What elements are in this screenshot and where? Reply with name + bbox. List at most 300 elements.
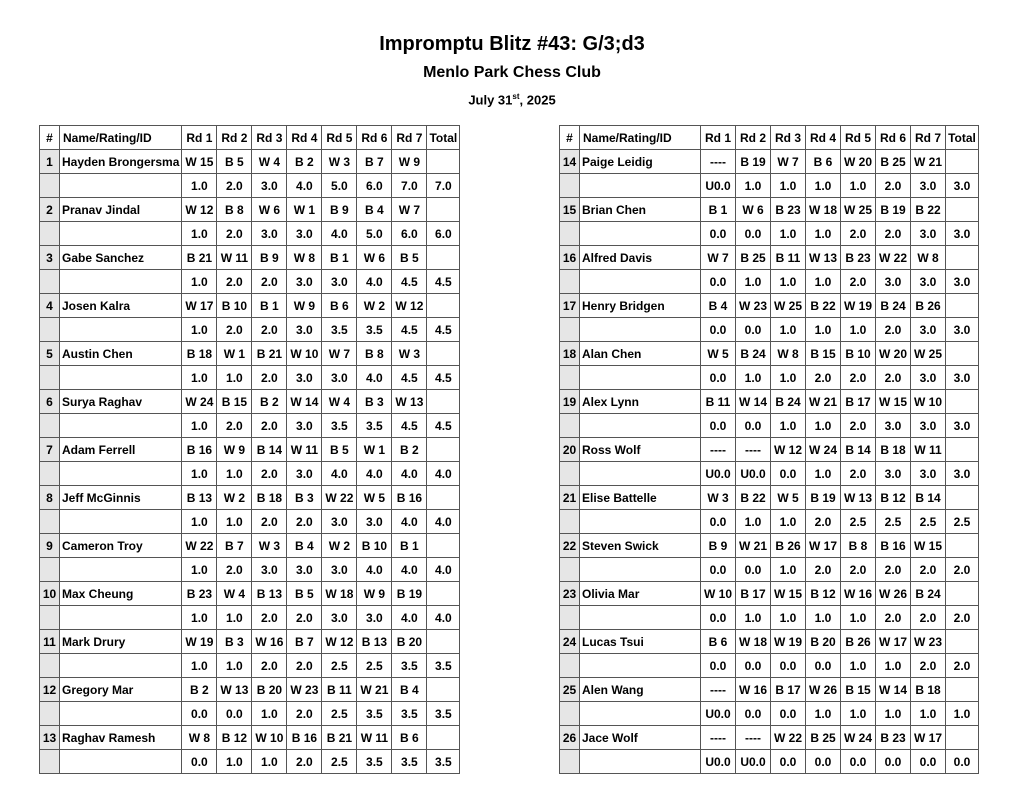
number-blank-cell <box>560 462 580 486</box>
header-row <box>560 126 979 150</box>
player-number: 13 <box>40 726 60 750</box>
round-4-cumulative-score: 2.0 <box>806 366 841 390</box>
round-1-cumulative-score: 1.0 <box>182 462 217 486</box>
round-3-cumulative-score: 1.0 <box>771 414 806 438</box>
player-score-row <box>40 606 460 630</box>
round-3-pairing: B 26 <box>771 534 806 558</box>
round-3-pairing: B 21 <box>252 342 287 366</box>
player-score-row <box>560 414 979 438</box>
round-6-pairing: W 5 <box>357 486 392 510</box>
player-score-row <box>560 174 979 198</box>
player-total: 3.5 <box>427 750 460 774</box>
player-total: 3.0 <box>946 222 979 246</box>
player-score-row <box>40 174 460 198</box>
player-row <box>40 150 460 174</box>
player-total: 3.0 <box>946 270 979 294</box>
round-4-pairing: B 25 <box>806 726 841 750</box>
round-2-pairing: B 7 <box>217 534 252 558</box>
total-blank-cell <box>427 342 460 366</box>
round-5-pairing: B 23 <box>841 246 876 270</box>
player-total: 3.5 <box>427 702 460 726</box>
player-number: 25 <box>560 678 580 702</box>
round-3-pairing: W 10 <box>252 726 287 750</box>
player-score-row <box>560 558 979 582</box>
round-7-cumulative-score: 4.5 <box>392 414 427 438</box>
number-blank-cell <box>560 702 580 726</box>
round-7-pairing: W 12 <box>392 294 427 318</box>
round-6-pairing: W 17 <box>876 630 911 654</box>
player-name: Raghav Ramesh <box>60 726 182 750</box>
round-1-cumulative-score: 0.0 <box>182 750 217 774</box>
round-3-cumulative-score: 3.0 <box>252 222 287 246</box>
round-2-cumulative-score: 1.0 <box>217 462 252 486</box>
round-5-pairing: W 12 <box>322 630 357 654</box>
round-2-pairing: B 3 <box>217 630 252 654</box>
round-1-cumulative-score: U0.0 <box>701 462 736 486</box>
round-2-cumulative-score: U0.0 <box>736 462 771 486</box>
round-6-pairing: B 25 <box>876 150 911 174</box>
player-total: 4.0 <box>427 558 460 582</box>
col-header-rd7: Rd 7 <box>392 126 427 150</box>
round-2-pairing: W 1 <box>217 342 252 366</box>
player-score-row <box>40 510 460 534</box>
round-2-pairing: W 16 <box>736 678 771 702</box>
col-header-name: Name/Rating/ID <box>580 126 701 150</box>
round-4-pairing: B 20 <box>806 630 841 654</box>
round-3-pairing: B 18 <box>252 486 287 510</box>
round-1-pairing: W 5 <box>701 342 736 366</box>
number-blank-cell <box>40 750 60 774</box>
round-7-pairing: W 25 <box>911 342 946 366</box>
player-name: Josen Kalra <box>60 294 182 318</box>
round-3-cumulative-score: 2.0 <box>252 606 287 630</box>
round-6-pairing: W 15 <box>876 390 911 414</box>
round-3-pairing: B 9 <box>252 246 287 270</box>
round-5-pairing: B 21 <box>322 726 357 750</box>
player-score-row <box>560 750 979 774</box>
round-5-pairing: B 15 <box>841 678 876 702</box>
player-score-row <box>560 654 979 678</box>
player-total: 4.5 <box>427 270 460 294</box>
player-total: 3.5 <box>427 654 460 678</box>
name-blank-cell <box>580 702 701 726</box>
round-6-cumulative-score: 3.5 <box>357 702 392 726</box>
round-5-pairing: B 1 <box>322 246 357 270</box>
round-2-pairing: ---- <box>736 438 771 462</box>
player-number: 20 <box>560 438 580 462</box>
round-2-pairing: W 4 <box>217 582 252 606</box>
player-number: 9 <box>40 534 60 558</box>
round-7-pairing: W 13 <box>392 390 427 414</box>
total-blank-cell <box>427 534 460 558</box>
col-header-total: Total <box>946 126 979 150</box>
round-1-cumulative-score: 0.0 <box>701 654 736 678</box>
round-5-pairing: B 14 <box>841 438 876 462</box>
round-4-pairing: B 16 <box>287 726 322 750</box>
round-6-cumulative-score: 1.0 <box>876 702 911 726</box>
player-row <box>40 630 460 654</box>
total-blank-cell <box>946 342 979 366</box>
round-5-pairing: B 11 <box>322 678 357 702</box>
col-header-rd1: Rd 1 <box>701 126 736 150</box>
round-3-pairing: W 3 <box>252 534 287 558</box>
round-4-cumulative-score: 4.0 <box>287 174 322 198</box>
round-2-cumulative-score: 1.0 <box>217 366 252 390</box>
round-7-cumulative-score: 3.5 <box>392 654 427 678</box>
round-7-cumulative-score: 4.5 <box>392 366 427 390</box>
round-4-cumulative-score: 3.0 <box>287 270 322 294</box>
round-4-pairing: B 12 <box>806 582 841 606</box>
round-5-cumulative-score: 2.0 <box>841 558 876 582</box>
total-blank-cell <box>946 534 979 558</box>
round-2-cumulative-score: U0.0 <box>736 750 771 774</box>
round-1-pairing: W 12 <box>182 198 217 222</box>
round-1-pairing: B 13 <box>182 486 217 510</box>
player-total: 4.0 <box>427 462 460 486</box>
col-header-rd7: Rd 7 <box>911 126 946 150</box>
round-5-cumulative-score: 3.0 <box>322 366 357 390</box>
player-number: 8 <box>40 486 60 510</box>
round-3-cumulative-score: 1.0 <box>252 702 287 726</box>
round-6-cumulative-score: 3.5 <box>357 318 392 342</box>
col-header-num: # <box>40 126 60 150</box>
round-7-cumulative-score: 3.5 <box>392 702 427 726</box>
round-4-cumulative-score: 3.0 <box>287 462 322 486</box>
round-7-pairing: B 1 <box>392 534 427 558</box>
round-2-cumulative-score: 1.0 <box>736 510 771 534</box>
name-blank-cell <box>580 174 701 198</box>
player-total: 1.0 <box>946 702 979 726</box>
round-7-cumulative-score: 3.0 <box>911 222 946 246</box>
round-7-cumulative-score: 4.0 <box>392 462 427 486</box>
round-1-cumulative-score: 1.0 <box>182 606 217 630</box>
round-5-cumulative-score: 4.0 <box>322 222 357 246</box>
round-3-cumulative-score: 1.0 <box>771 318 806 342</box>
total-blank-cell <box>427 486 460 510</box>
round-2-pairing: B 19 <box>736 150 771 174</box>
round-7-cumulative-score: 4.0 <box>392 606 427 630</box>
round-5-pairing: B 26 <box>841 630 876 654</box>
round-6-pairing: B 19 <box>876 198 911 222</box>
round-6-pairing: W 14 <box>876 678 911 702</box>
round-1-pairing: W 10 <box>701 582 736 606</box>
player-name: Surya Raghav <box>60 390 182 414</box>
round-2-pairing: B 24 <box>736 342 771 366</box>
round-6-cumulative-score: 2.0 <box>876 174 911 198</box>
name-blank-cell <box>60 318 182 342</box>
number-blank-cell <box>560 414 580 438</box>
round-7-pairing: W 10 <box>911 390 946 414</box>
total-blank-cell <box>946 486 979 510</box>
round-5-pairing: W 24 <box>841 726 876 750</box>
player-number: 23 <box>560 582 580 606</box>
round-5-cumulative-score: 2.5 <box>322 654 357 678</box>
player-name: Austin Chen <box>60 342 182 366</box>
round-3-cumulative-score: 2.0 <box>252 414 287 438</box>
name-blank-cell <box>580 318 701 342</box>
player-score-row <box>560 270 979 294</box>
round-2-cumulative-score: 2.0 <box>217 174 252 198</box>
round-7-cumulative-score: 3.0 <box>911 366 946 390</box>
round-6-pairing: W 11 <box>357 726 392 750</box>
number-blank-cell <box>40 366 60 390</box>
player-name: Henry Bridgen <box>580 294 701 318</box>
round-3-pairing: B 11 <box>771 246 806 270</box>
round-2-pairing: B 12 <box>217 726 252 750</box>
player-number: 4 <box>40 294 60 318</box>
player-score-row <box>40 750 460 774</box>
round-7-pairing: B 24 <box>911 582 946 606</box>
player-name: Jeff McGinnis <box>60 486 182 510</box>
round-1-pairing: W 22 <box>182 534 217 558</box>
round-2-cumulative-score: 0.0 <box>736 318 771 342</box>
round-2-pairing: B 17 <box>736 582 771 606</box>
round-3-cumulative-score: 2.0 <box>252 366 287 390</box>
round-2-cumulative-score: 2.0 <box>217 270 252 294</box>
round-4-pairing: W 1 <box>287 198 322 222</box>
round-7-pairing: B 22 <box>911 198 946 222</box>
name-blank-cell <box>60 702 182 726</box>
round-4-pairing: W 18 <box>806 198 841 222</box>
round-3-cumulative-score: 1.0 <box>771 606 806 630</box>
player-row <box>560 150 979 174</box>
name-blank-cell <box>580 366 701 390</box>
player-name: Alfred Davis <box>580 246 701 270</box>
player-name: Alan Chen <box>580 342 701 366</box>
round-5-pairing: B 5 <box>322 438 357 462</box>
number-blank-cell <box>40 174 60 198</box>
round-1-cumulative-score: 0.0 <box>701 318 736 342</box>
round-1-pairing: W 24 <box>182 390 217 414</box>
round-5-cumulative-score: 1.0 <box>841 318 876 342</box>
round-7-cumulative-score: 3.0 <box>911 462 946 486</box>
name-blank-cell <box>60 414 182 438</box>
round-5-pairing: B 10 <box>841 342 876 366</box>
name-blank-cell <box>580 510 701 534</box>
player-row <box>40 438 460 462</box>
round-1-pairing: B 1 <box>701 198 736 222</box>
round-5-cumulative-score: 5.0 <box>322 174 357 198</box>
player-name: Cameron Troy <box>60 534 182 558</box>
round-7-cumulative-score: 3.0 <box>911 270 946 294</box>
round-6-pairing: B 4 <box>357 198 392 222</box>
total-blank-cell <box>946 630 979 654</box>
round-3-pairing: B 20 <box>252 678 287 702</box>
player-total: 3.0 <box>946 318 979 342</box>
date-year: , 2025 <box>519 92 556 108</box>
round-2-pairing: ---- <box>736 726 771 750</box>
round-3-pairing: W 16 <box>252 630 287 654</box>
round-1-pairing: ---- <box>701 678 736 702</box>
round-4-cumulative-score: 2.0 <box>287 510 322 534</box>
round-6-cumulative-score: 4.0 <box>357 366 392 390</box>
player-row <box>40 198 460 222</box>
round-5-pairing: W 19 <box>841 294 876 318</box>
number-blank-cell <box>40 606 60 630</box>
player-row <box>560 726 979 750</box>
round-7-pairing: B 19 <box>392 582 427 606</box>
round-1-cumulative-score: 1.0 <box>182 222 217 246</box>
number-blank-cell <box>560 222 580 246</box>
total-blank-cell <box>427 678 460 702</box>
player-row <box>560 342 979 366</box>
number-blank-cell <box>40 510 60 534</box>
round-7-pairing: W 7 <box>392 198 427 222</box>
name-blank-cell <box>60 558 182 582</box>
round-7-cumulative-score: 3.0 <box>911 414 946 438</box>
round-2-pairing: B 10 <box>217 294 252 318</box>
player-number: 2 <box>40 198 60 222</box>
round-1-cumulative-score: 0.0 <box>701 510 736 534</box>
round-1-pairing: W 15 <box>182 150 217 174</box>
player-number: 24 <box>560 630 580 654</box>
player-number: 26 <box>560 726 580 750</box>
total-blank-cell <box>946 294 979 318</box>
round-6-cumulative-score: 3.5 <box>357 750 392 774</box>
player-total: 4.5 <box>427 366 460 390</box>
round-7-pairing: W 21 <box>911 150 946 174</box>
round-5-cumulative-score: 3.0 <box>322 510 357 534</box>
player-score-row <box>560 318 979 342</box>
player-row <box>560 246 979 270</box>
total-blank-cell <box>427 150 460 174</box>
player-score-row <box>40 654 460 678</box>
player-total: 3.0 <box>946 462 979 486</box>
round-2-pairing: W 6 <box>736 198 771 222</box>
round-5-pairing: W 16 <box>841 582 876 606</box>
round-1-pairing: W 8 <box>182 726 217 750</box>
round-4-cumulative-score: 0.0 <box>806 654 841 678</box>
round-4-cumulative-score: 3.0 <box>287 366 322 390</box>
round-1-cumulative-score: 1.0 <box>182 510 217 534</box>
round-7-pairing: W 17 <box>911 726 946 750</box>
round-1-pairing: B 18 <box>182 342 217 366</box>
number-blank-cell <box>40 462 60 486</box>
player-row <box>560 678 979 702</box>
round-6-cumulative-score: 3.0 <box>876 414 911 438</box>
header-row <box>40 126 460 150</box>
round-1-pairing: B 9 <box>701 534 736 558</box>
round-6-pairing: B 23 <box>876 726 911 750</box>
player-total: 6.0 <box>427 222 460 246</box>
tournament-date <box>0 92 1024 107</box>
round-2-pairing: B 15 <box>217 390 252 414</box>
round-2-cumulative-score: 1.0 <box>217 654 252 678</box>
player-total: 7.0 <box>427 174 460 198</box>
round-4-cumulative-score: 1.0 <box>806 702 841 726</box>
player-total: 3.0 <box>946 414 979 438</box>
player-name: Jace Wolf <box>580 726 701 750</box>
round-5-cumulative-score: 1.0 <box>841 702 876 726</box>
round-2-cumulative-score: 1.0 <box>217 510 252 534</box>
round-1-cumulative-score: 0.0 <box>701 270 736 294</box>
round-1-pairing: B 21 <box>182 246 217 270</box>
round-2-pairing: W 11 <box>217 246 252 270</box>
name-blank-cell <box>580 462 701 486</box>
player-name: Gabe Sanchez <box>60 246 182 270</box>
round-3-cumulative-score: 3.0 <box>252 174 287 198</box>
round-2-cumulative-score: 1.0 <box>217 750 252 774</box>
round-3-pairing: W 8 <box>771 342 806 366</box>
round-3-cumulative-score: 1.0 <box>771 174 806 198</box>
player-name: Adam Ferrell <box>60 438 182 462</box>
round-7-pairing: W 15 <box>911 534 946 558</box>
round-6-cumulative-score: 4.0 <box>357 558 392 582</box>
round-2-cumulative-score: 1.0 <box>217 606 252 630</box>
round-1-pairing: B 2 <box>182 678 217 702</box>
round-2-cumulative-score: 0.0 <box>736 222 771 246</box>
round-2-cumulative-score: 2.0 <box>217 558 252 582</box>
player-number: 7 <box>40 438 60 462</box>
col-header-rd5: Rd 5 <box>841 126 876 150</box>
name-blank-cell <box>60 222 182 246</box>
round-3-pairing: W 25 <box>771 294 806 318</box>
total-blank-cell <box>946 726 979 750</box>
player-number: 12 <box>40 678 60 702</box>
round-6-cumulative-score: 2.0 <box>876 222 911 246</box>
name-blank-cell <box>580 558 701 582</box>
number-blank-cell <box>560 750 580 774</box>
round-7-pairing: B 6 <box>392 726 427 750</box>
round-7-cumulative-score: 2.0 <box>911 558 946 582</box>
round-5-pairing: W 13 <box>841 486 876 510</box>
round-3-cumulative-score: 1.0 <box>771 366 806 390</box>
number-blank-cell <box>560 270 580 294</box>
total-blank-cell <box>427 246 460 270</box>
player-number: 15 <box>560 198 580 222</box>
player-total: 3.0 <box>946 366 979 390</box>
round-6-cumulative-score: 2.0 <box>876 606 911 630</box>
round-4-cumulative-score: 2.0 <box>806 558 841 582</box>
round-4-pairing: W 14 <box>287 390 322 414</box>
player-total: 3.0 <box>946 174 979 198</box>
name-blank-cell <box>60 462 182 486</box>
round-4-pairing: B 3 <box>287 486 322 510</box>
round-3-cumulative-score: 1.0 <box>771 558 806 582</box>
name-blank-cell <box>60 270 182 294</box>
round-2-cumulative-score: 0.0 <box>736 414 771 438</box>
round-1-cumulative-score: U0.0 <box>701 174 736 198</box>
player-score-row <box>40 414 460 438</box>
round-4-cumulative-score: 2.0 <box>287 702 322 726</box>
round-5-cumulative-score: 2.0 <box>841 270 876 294</box>
round-5-cumulative-score: 1.0 <box>841 606 876 630</box>
player-row <box>560 486 979 510</box>
col-header-rd3: Rd 3 <box>771 126 806 150</box>
player-row <box>40 342 460 366</box>
player-row <box>560 198 979 222</box>
round-1-pairing: W 19 <box>182 630 217 654</box>
round-3-pairing: B 23 <box>771 198 806 222</box>
round-7-cumulative-score: 4.0 <box>392 510 427 534</box>
round-5-cumulative-score: 2.0 <box>841 462 876 486</box>
round-4-pairing: W 13 <box>806 246 841 270</box>
round-4-pairing: B 19 <box>806 486 841 510</box>
round-6-pairing: B 8 <box>357 342 392 366</box>
round-3-pairing: W 19 <box>771 630 806 654</box>
player-score-row <box>560 222 979 246</box>
round-7-cumulative-score: 7.0 <box>392 174 427 198</box>
round-3-cumulative-score: 0.0 <box>771 654 806 678</box>
round-7-cumulative-score: 2.5 <box>911 510 946 534</box>
round-2-cumulative-score: 2.0 <box>217 318 252 342</box>
round-7-cumulative-score: 0.0 <box>911 750 946 774</box>
number-blank-cell <box>560 558 580 582</box>
player-row <box>40 726 460 750</box>
round-4-cumulative-score: 2.0 <box>287 606 322 630</box>
player-score-row <box>40 366 460 390</box>
player-name: Ross Wolf <box>580 438 701 462</box>
